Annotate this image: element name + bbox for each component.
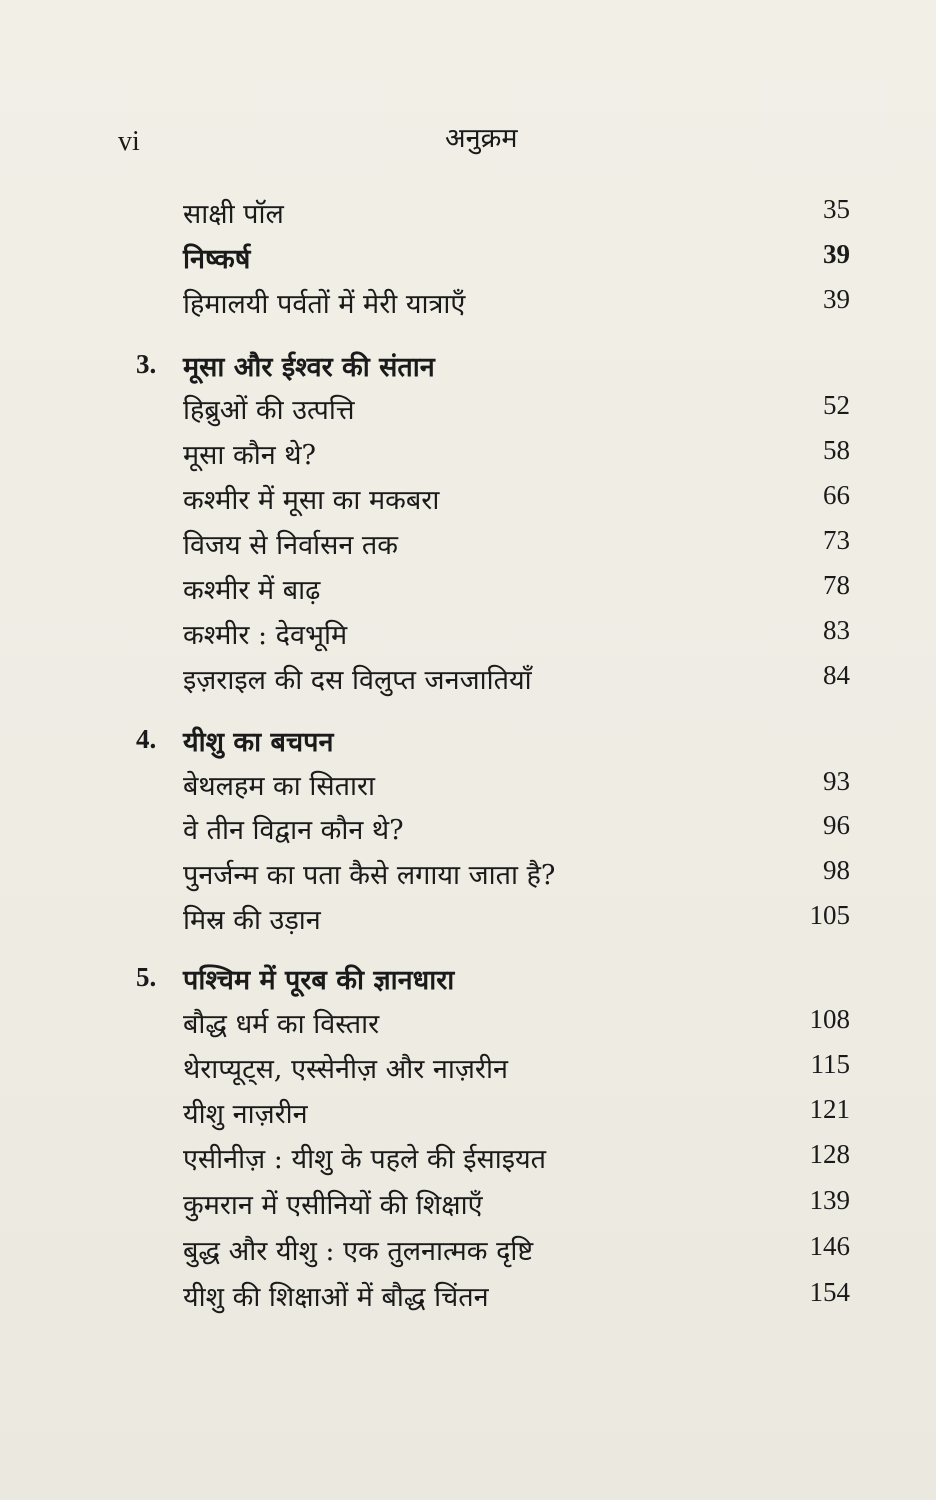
toc-entry-page: 39 bbox=[823, 284, 850, 314]
toc-entry-page: 58 bbox=[823, 435, 850, 465]
toc-entry-title: बौद्ध धर्म का विस्तार bbox=[183, 1009, 380, 1040]
toc-entry bbox=[0, 1049, 936, 1093]
toc-entry-title: कुमरान में एसीनियों की शिक्षाएँ bbox=[183, 1190, 483, 1221]
toc-entry bbox=[0, 435, 936, 479]
toc-entry-title: निष्कर्ष bbox=[183, 244, 251, 275]
toc-entry-title: मूसा कौन थे? bbox=[183, 440, 316, 471]
toc-entry-title: थेराप्यूट्स, एस्सेनीज़ और नाज़रीन bbox=[183, 1054, 508, 1085]
toc-entry bbox=[0, 1139, 936, 1183]
toc-entry bbox=[0, 900, 936, 944]
toc-entry bbox=[0, 284, 936, 328]
toc-entry-page: 115 bbox=[810, 1049, 850, 1079]
toc-entry bbox=[0, 1094, 936, 1138]
toc-entry bbox=[0, 1004, 936, 1048]
toc-entry-title: पुनर्जन्म का पता कैसे लगाया जाता है? bbox=[183, 860, 556, 891]
toc-entry bbox=[0, 390, 936, 434]
chapter-title: मूसा और ईश्वर की संतान bbox=[183, 352, 435, 383]
toc-entry-page: 154 bbox=[809, 1277, 850, 1307]
toc-entry-title: विजय से निर्वासन तक bbox=[183, 530, 399, 561]
toc-entry-title: यीशु की शिक्षाओं में बौद्ध चिंतन bbox=[183, 1282, 489, 1313]
toc-entry-page: 108 bbox=[809, 1004, 850, 1034]
chapter-title: यीशु का बचपन bbox=[183, 727, 334, 758]
toc-entry bbox=[0, 855, 936, 899]
toc-entry bbox=[0, 660, 936, 704]
chapter-heading bbox=[0, 960, 936, 1004]
toc-entry-page: 139 bbox=[809, 1185, 850, 1215]
toc-entry bbox=[0, 1185, 936, 1229]
toc-entry-title: साक्षी पॉल bbox=[183, 199, 284, 230]
running-header-title: अनुक्रम bbox=[445, 123, 518, 154]
chapter-title: पश्चिम में पूरब की ज्ञानधारा bbox=[183, 965, 455, 996]
chapter-heading bbox=[0, 722, 936, 766]
toc-entry-page: 93 bbox=[823, 766, 850, 796]
toc-entry bbox=[0, 615, 936, 659]
toc-entry-page: 84 bbox=[823, 660, 850, 690]
toc-entry-title: एसीनीज़ : यीशु के पहले की ईसाइयत bbox=[183, 1144, 547, 1175]
toc-entry bbox=[0, 480, 936, 524]
toc-entry-title: बुद्ध और यीशु : एक तुलनात्मक दृष्टि bbox=[183, 1236, 534, 1267]
toc-entry-page: 128 bbox=[809, 1139, 850, 1169]
toc-entry-title: इज़राइल की दस विलुप्त जनजातियाँ bbox=[183, 665, 532, 696]
chapter-number: 3. bbox=[136, 349, 157, 379]
toc-entry-page: 39 bbox=[823, 239, 850, 269]
toc-entry bbox=[0, 525, 936, 569]
page-folio: vi bbox=[118, 126, 140, 157]
toc-entry-title: यीशु नाज़रीन bbox=[183, 1099, 308, 1130]
toc-entry-page: 52 bbox=[823, 390, 850, 420]
toc-entry bbox=[0, 1277, 936, 1321]
toc-entry-page: 83 bbox=[823, 615, 850, 645]
toc-entry-page: 35 bbox=[823, 194, 850, 224]
toc-entry-title: हिब्रुओं की उत्पत्ति bbox=[183, 395, 355, 426]
toc-entry-page: 96 bbox=[823, 810, 850, 840]
toc-entry-title: वे तीन विद्वान कौन थे? bbox=[183, 815, 404, 846]
toc-entry bbox=[0, 194, 936, 238]
toc-entry-title: हिमालयी पर्वतों में मेरी यात्राएँ bbox=[183, 289, 466, 320]
chapter-number: 5. bbox=[136, 962, 157, 992]
toc-entry-title: कश्मीर में बाढ़ bbox=[183, 575, 321, 606]
toc-entry-page: 78 bbox=[823, 570, 850, 600]
toc-entry bbox=[0, 239, 936, 283]
toc-entry-title: कश्मीर में मूसा का मकबरा bbox=[183, 485, 440, 516]
toc-entry-page: 98 bbox=[823, 855, 850, 885]
toc-entry bbox=[0, 810, 936, 854]
toc-entry-page: 73 bbox=[823, 525, 850, 555]
toc-entry-page: 146 bbox=[809, 1231, 850, 1261]
chapter-heading bbox=[0, 347, 936, 391]
toc-entry-page: 105 bbox=[809, 900, 850, 930]
toc-entry-page: 66 bbox=[823, 480, 850, 510]
toc-entry-title: बेथलहम का सितारा bbox=[183, 771, 376, 802]
toc-entry-title: मिस्र की उड़ान bbox=[183, 905, 321, 936]
toc-entry bbox=[0, 766, 936, 810]
toc-entry-title: कश्मीर : देवभूमि bbox=[183, 620, 348, 651]
toc-entry bbox=[0, 570, 936, 614]
toc-entry bbox=[0, 1231, 936, 1275]
toc-entry-page: 121 bbox=[809, 1094, 850, 1124]
chapter-number: 4. bbox=[136, 724, 157, 754]
